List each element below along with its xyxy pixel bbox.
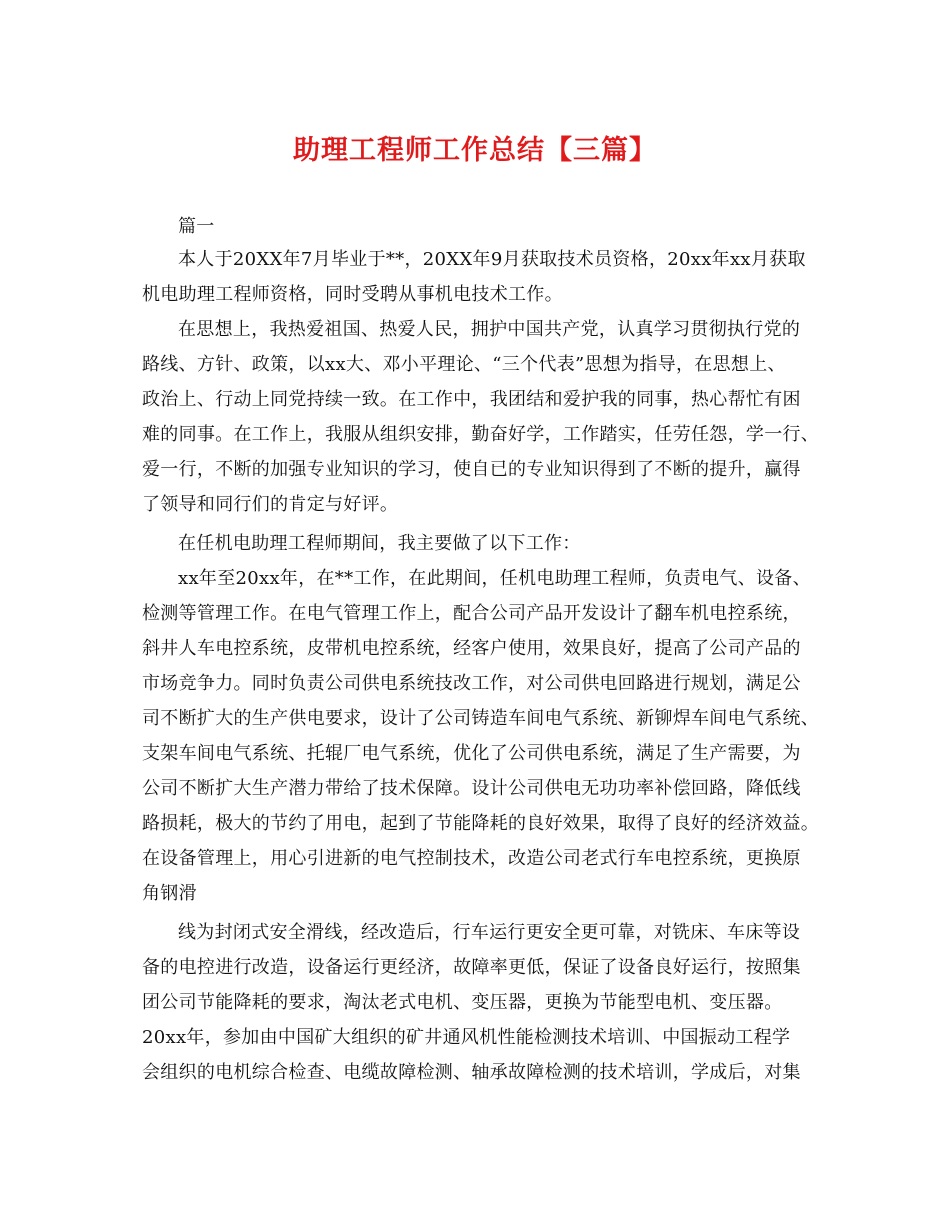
paragraph-line: 司不断扩大的生产供电要求，设计了公司铸造车间电气系统、新铆焊车间电气系统、 <box>142 708 820 729</box>
paragraph-line: 20xx年，参加由中国矿大组织的矿井通风机性能检测技术培训、中国振动工程学 <box>142 1027 791 1048</box>
paragraph-line: 了领导和同行们的肯定与好评。 <box>142 494 399 515</box>
paragraph-line: 在任机电助理工程师期间，我主要做了以下工作： <box>178 533 581 554</box>
paragraph-line: 政治上、行动上同党持续一致。在工作中，我团结和爱护我的同事，热心帮忙有困 <box>142 389 801 410</box>
paragraph-line: 角钢滑 <box>142 883 197 904</box>
paragraph-line: 机电助理工程师资格，同时受聘从事机电技术工作。 <box>142 284 563 305</box>
paragraph-line: 篇一 <box>178 216 215 237</box>
paragraph-line: 在思想上，我热爱祖国、热爱人民，拥护中国共产党，认真学习贯彻执行党的 <box>178 319 801 340</box>
paragraph-line: 路线、方针、政策，以xx大、邓小平理论、“三个代表”思想为指导，在思想上、 <box>142 354 786 375</box>
document-title: 助理工程师工作总结【三篇】 <box>293 135 657 166</box>
paragraph-line: 会组织的电机综合检查、电缆故障检测、轴承故障检测的技术培训，学成后，对集 <box>142 1062 801 1083</box>
paragraph-line: 备的电控进行改造，设备运行更经济，故障率更低，保证了设备良好运行，按照集 <box>142 957 801 978</box>
paragraph-line: 线为封闭式安全滑线，经改造后，行车运行更安全更可靠，对铣床、车床等设 <box>178 922 801 943</box>
paragraph-line: 市场竞争力。同时负责公司供电系统技改工作，对公司供电回路进行规划，满足公 <box>142 673 801 694</box>
paragraph-line: 在设备管理上，用心引进新的电气控制技术，改造公司老式行车电控系统，更换原 <box>142 848 801 869</box>
paragraph-line: 斜井人车电控系统，皮带机电控系统，经客户使用，效果良好，提高了公司产品的 <box>142 638 801 659</box>
paragraph-line: xx年至20xx年，在**工作，在此期间，任机电助理工程师，负责电气、设备、 <box>178 568 811 589</box>
paragraph-line: 公司不断扩大生产潜力带给了技术保障。设计公司供电无功功率补偿回路，降低线 <box>142 778 801 799</box>
paragraph-line: 路损耗，极大的节约了用电，起到了节能降耗的良好效果，取得了良好的经济效益。 <box>142 813 820 834</box>
paragraph-line: 检测等管理工作。在电气管理工作上，配合公司产品开发设计了翻车机电控系统， <box>142 603 801 624</box>
paragraph-line: 本人于20XX年7月毕业于**，20XX年9月获取技术员资格，20xx年xx月获取 <box>178 249 806 270</box>
paragraph-line: 团公司节能降耗的要求，淘汰老式电机、变压器，更换为节能型电机、变压器。 <box>142 992 783 1013</box>
paragraph-line: 难的同事。在工作上，我服从组织安排，勤奋好学，工作踏实，任劳任怨，学一行、 <box>142 424 820 445</box>
paragraph-line: 爱一行，不断的加强专业知识的学习，使自已的专业知识得到了不断的提升，赢得 <box>142 459 801 480</box>
paragraph-line: 支架车间电气系统、托辊厂电气系统，优化了公司供电系统，满足了生产需要，为 <box>142 743 801 764</box>
